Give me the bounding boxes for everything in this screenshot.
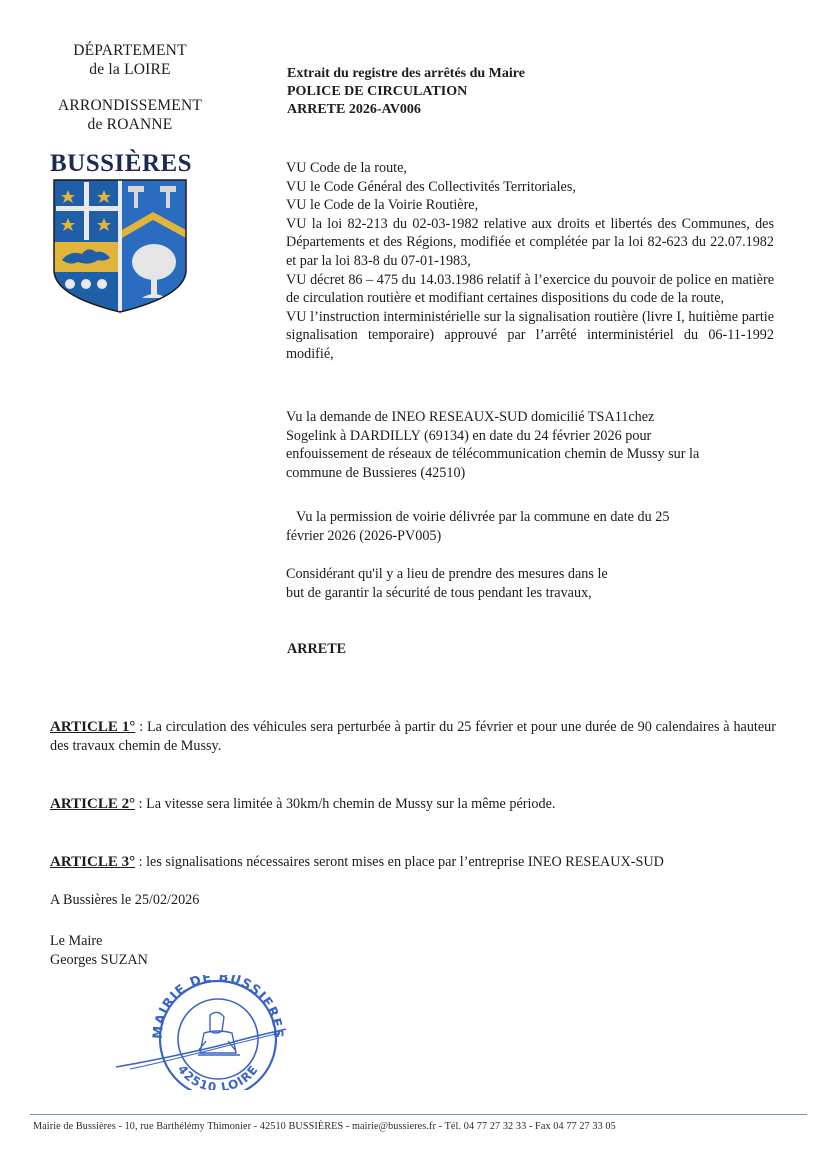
request-line-1: Vu la demande de INEO RESEAUX-SUD domicilié TSA11chez (286, 409, 655, 425)
signatory-name: Georges SUZAN (50, 951, 148, 968)
permission-paragraph (286, 508, 774, 545)
request-line-4: commune de Bussieres (42510) (286, 464, 466, 481)
article-1-label: ARTICLE 1° (50, 719, 136, 735)
place-and-date: A Bussières le 25/02/2026 (50, 892, 200, 908)
request-paragraph (286, 408, 774, 482)
legal-references (286, 159, 774, 364)
article-2-label: ARTICLE 2° (50, 796, 136, 812)
decree-reference (287, 65, 525, 119)
stamp-bottom-text: 42510 LOIRE (174, 1062, 262, 1090)
signatory (50, 932, 148, 969)
vu-cgct: VU le Code Général des Collectivités Territoriales, (286, 178, 576, 195)
article-3 (50, 853, 776, 872)
signatory-title: Le Maire (50, 933, 103, 949)
department-line-1: DÉPARTEMENT (73, 42, 187, 59)
department-line-2: de la LOIRE (89, 61, 171, 78)
article-1 (50, 718, 776, 755)
department-heading (30, 41, 230, 79)
coat-of-arms (52, 178, 188, 314)
decree-number: ARRETE 2026-AV006 (287, 102, 421, 117)
vu-code-voirie: VU le Code de la Voirie Routière, (286, 197, 479, 214)
svg-text:42510 LOIRE (175, 1062, 261, 1090)
registry-extract-line: Extrait du registre des arrêtés du Maire (287, 66, 525, 81)
vu-decret-86-475: VU décret 86 – 475 du 14.03.1986 relatif à l’exercice du pouvoir de police en matière de circulation routière et modifiant certaines dispositions du code de la route, (286, 271, 774, 307)
permission-line-2: février 2026 (2026-PV005) (286, 527, 442, 544)
article-2-text: : La vitesse sera limitée à 30km/h chemin de Mussy sur la même période. (135, 796, 556, 812)
article-3-text: : les signalisations nécessaires seront mises en place par l’entreprise INEO RESEAUX-SUD (135, 854, 664, 870)
footer-address: Mairie de Bussières - 10, rue Barthélémy Thimonier - 42510 BUSSIÈRES - mairie@bussieres.fr - Tél. 04 77 27 32 33 - Fax 04 77 27 33 05 (33, 1121, 616, 1132)
svg-text:MAIRIE DE BUSSIERES (151, 975, 286, 1040)
permission-line-1: Vu la permission de voirie délivrée par la commune en date du 25 (296, 509, 670, 525)
considering-line-1: Considérant qu'il y a lieu de prendre des mesures dans le (286, 566, 608, 582)
considering-paragraph (286, 565, 774, 602)
town-name: BUSSIÈRES (50, 150, 193, 177)
vu-code-route: VU Code de la route, (286, 160, 407, 176)
arrondissement-line-1: ARRONDISSEMENT (57, 97, 203, 114)
official-stamp (110, 975, 290, 1090)
article-3-label: ARTICLE 3° (50, 854, 136, 870)
request-line-3: enfouissement de réseaux de télécommunication chemin de Mussy sur la (286, 446, 700, 463)
vu-loi-82-213: VU la loi 82-213 du 02-03-1982 relative aux droits et libertés des Communes, des Départements et des Régions, modifiée et complétée par la loi 82-623 du 22.07.1982 et par la loi 83-8 du 07-01-1983, (286, 215, 774, 269)
vu-instruction: VU l’instruction interministérielle sur la signalisation routière (livre I, huitième partie signalisation temporaire) approuvé par l’arrêté interministériel du 06-11-1992 modifié, (286, 308, 774, 362)
official-stamp-icon (110, 975, 290, 1090)
coat-of-arms-icon (52, 178, 188, 314)
stamp-top-text: MAIRIE DE BUSSIERES (150, 975, 286, 1040)
police-title: POLICE DE CIRCULATION (287, 84, 468, 99)
request-line-2: Sogelink à DARDILLY (69134) en date du 24 février 2026 pour (286, 427, 652, 444)
footer-rule (30, 1114, 807, 1115)
article-1-text: : La circulation des véhicules sera perturbée à partir du 25 février et pour une durée de 90 calendaires à hauteur des travaux chemin de Mussy. (50, 719, 776, 754)
considering-line-2: but de garantir la sécurité de tous pendant les travaux, (286, 584, 592, 601)
decree-heading: ARRETE (287, 641, 347, 657)
arrondissement-line-2: de ROANNE (87, 116, 173, 133)
arrondissement-heading (30, 96, 230, 134)
article-2 (50, 795, 776, 814)
